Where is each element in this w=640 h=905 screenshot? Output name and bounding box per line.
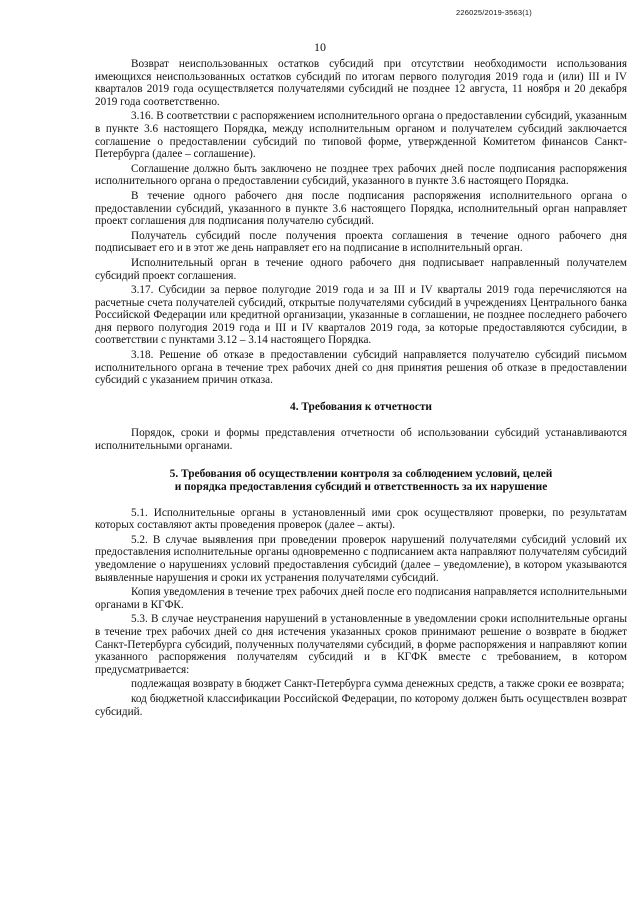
- section-5-heading-line2: и порядка предоставления субсидий и ответственность за их нарушение: [174, 481, 548, 494]
- section-4-heading: 4. Требования к отчетности: [290, 400, 432, 413]
- paragraph-5-1: 5.1. Исполнительные органы в установленный ими срок осуществляют проверки, по результатам которых составляют акты проведения проверок (далее – акты).: [95, 506, 627, 532]
- paragraph-5-2: 5.2. В случае выявления при проведении проверок нарушений получателями субсидий условий их предоставления исполнительные органы одновременно с подписанием акта направляют получателям субсидий уведомление о нарушениях условий предоставления субсидий (далее – уведомление), в котором указываются выявленные нарушения и сроки их устранения получателями субсидий.: [95, 533, 627, 584]
- paragraph: подлежащая возврату в бюджет Санкт-Петербурга сумма денежных средств, а также сроки ее возврата;: [131, 678, 625, 691]
- paragraph-3-18: 3.18. Решение об отказе в предоставлении субсидий направляется получателю субсидий письмом исполнительного органа в течение трех рабочих дней со дня принятия решения об отказе в предоставлении субсидий с указанием причин отказа.: [95, 349, 627, 387]
- paragraph: Копия уведомления в течение трех рабочих дней после его подписания направляется исполнительными органами в КГФК.: [95, 586, 627, 611]
- document-id: 226025/2019-3563(1): [456, 8, 532, 17]
- paragraph: код бюджетной классификации Российской Федерации, по которому должен быть осуществлен возврат субсидий.: [95, 692, 627, 718]
- paragraph: Возврат неиспользованных остатков субсидий при отсутствии необходимости использования имеющихся неиспользованных остатков субсидий по итогам первого полугодия 2019 года и (или) III и IV кварталов 2019 года осуществляется получателями субсидий не позднее 12 августа, 11 ноября и 20 декабря 2019 года соответственно.: [95, 58, 627, 108]
- paragraph: Исполнительный орган в течение одного рабочего дня подписывает направленный получателем субсидий проект соглашения.: [95, 256, 627, 282]
- paragraph-3-16: 3.16. В соответствии с распоряжением исполнительного органа о предоставлении субсидий, указанным в пункте 3.6 настоящего Порядка, между исполнительным органом и получателем субсидий заключается соглашение о предоставлении субсидий по типовой форме, утвержденной Комитетом финансов Санкт-Петербурга (далее – соглашение).: [95, 110, 627, 161]
- section-5-heading: [95, 468, 627, 494]
- document-body: [95, 58, 627, 720]
- page-number: 10: [314, 40, 326, 54]
- section-5-heading-line1: 5. Требования об осуществлении контроля за соблюдением условий, целей: [169, 468, 553, 481]
- paragraph: В течение одного рабочего дня после подписания распоряжения исполнительного органа о предоставлении субсидий, указанного в пункте 3.6 настоящего Порядка, исполнительный орган направляет проект соглашения для подписания получателю субсидий.: [95, 189, 627, 228]
- paragraph-5-3: 5.3. В случае неустранения нарушений в установленные в уведомлении сроки исполнительные органы в течение трех рабочих дней со дня истечения указанных сроков принимают решение о возврате в бюджет Санкт-Петербурга субсидий, полученных получателями субсидий, в форме распоряжения и направляют копии указанного распоряжения получателям субсидий и в КГФК вместе с требованием, в котором предусматривается:: [95, 613, 627, 676]
- paragraph: Получатель субсидий после получения проекта соглашения в течение одного рабочего дня подписывает его и в этот же день направляет его на подписание в исполнительный орган.: [95, 229, 627, 255]
- paragraph: Соглашение должно быть заключено не позднее трех рабочих дней после подписания распоряжения исполнительного органа о предоставлении субсидий, указанного в пункте 3.6 настоящего Порядка.: [95, 162, 627, 188]
- section-4-text: Порядок, сроки и формы представления отчетности об использовании субсидий устанавливаются исполнительными органами.: [95, 427, 627, 452]
- paragraph-3-17: 3.17. Субсидии за первое полугодие 2019 года и за III и IV кварталы 2019 года перечисляются на расчетные счета получателей субсидий, открытые получателями субсидий в учреждениях Центрального банка Российской Федерации или кредитной организации, указанные в соглашении, не позднее последнего рабочего дня первого полугодия 2019 года и III и IV кварталов 2019 года, за которые предоставляются субсидии, в соответствии с пунктами 3.12 – 3.14 настоящего Порядка.: [95, 284, 627, 347]
